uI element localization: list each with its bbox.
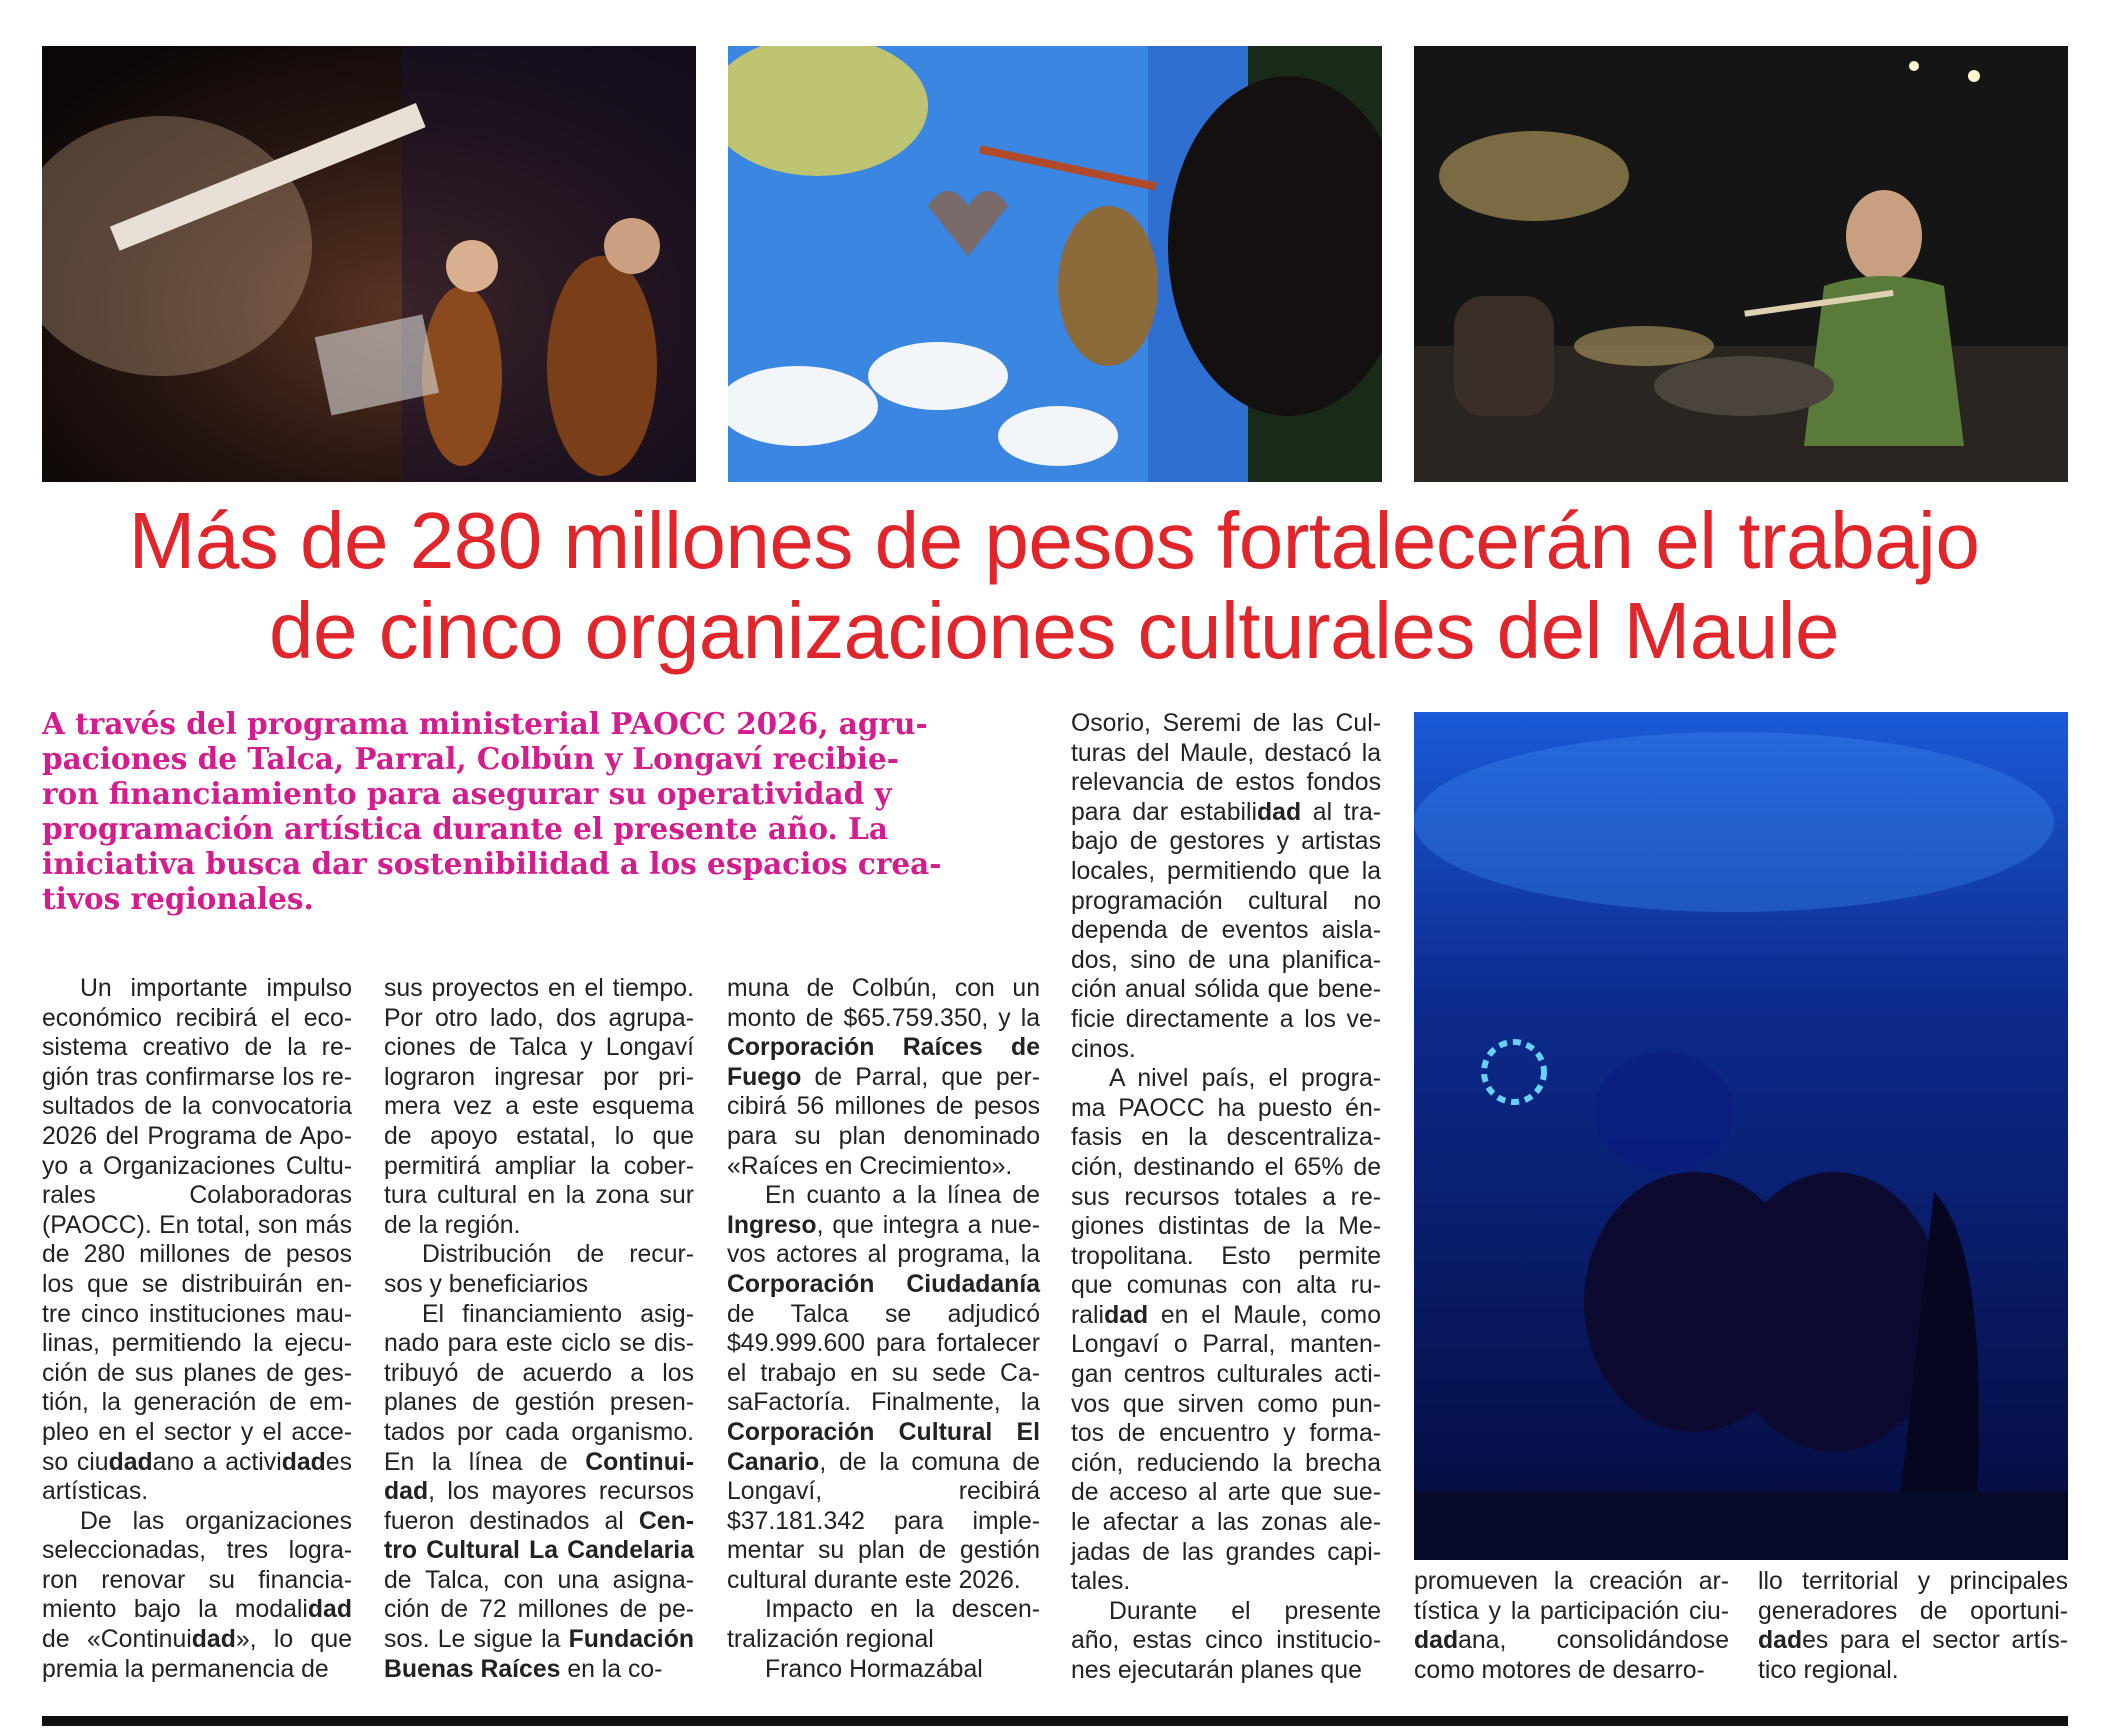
column-line: mera vez a este esquema: [384, 1093, 694, 1121]
column-line: permitirá ampliar la cober-: [384, 1152, 694, 1180]
column-line: ciones de Talca y Longaví: [384, 1034, 694, 1062]
column-line: como motores de desarro-: [1414, 1656, 1705, 1684]
column-line: fasis en la descentraliza-: [1071, 1124, 1381, 1152]
column-line: promueven la creación ar-: [1414, 1568, 1729, 1595]
column-line: ción de sus planes de ges-: [42, 1359, 352, 1387]
column-line: Longaví o Parral, manten-: [1071, 1331, 1381, 1359]
column-line: tística y la participación ciu-: [1414, 1597, 1729, 1625]
column-line: relevancia de estos fondos: [1071, 769, 1381, 797]
bold-term: Corporación Cultural El: [727, 1418, 1040, 1446]
underwater-theatre-photo: [1414, 712, 2068, 1560]
bold-term: dad: [1414, 1627, 1459, 1655]
column-line: para su plan denominado: [727, 1122, 1040, 1150]
column-line: ron renovar su financia-: [42, 1566, 352, 1594]
column-line: sos. Le sigue la Fundación: [384, 1626, 694, 1654]
column-line: tre cinco instituciones mau-: [42, 1300, 352, 1328]
column-line: vos actores al programa, la: [727, 1241, 1040, 1269]
lead-line: programación artística durante el presente año. La: [42, 811, 888, 846]
column-line: ralidad en el Maule, como: [1071, 1301, 1381, 1329]
column-line: [727, 1270, 1040, 1300]
column-line: Por otro lado, dos agrupa-: [384, 1004, 694, 1032]
column-line: jadas de las grandes capi-: [1071, 1538, 1381, 1566]
column-line: ma PAOCC ha puesto én-: [1071, 1094, 1381, 1122]
body-column-5: [1414, 1567, 1729, 1685]
column-line: Canario, de la comuna de: [727, 1448, 1040, 1476]
bold-term: dad: [191, 1626, 236, 1654]
column-line: miento bajo la modalidad: [42, 1596, 352, 1624]
column-line: tura cultural en la zona sur: [384, 1182, 694, 1210]
column-line: tico regional.: [1758, 1656, 1899, 1684]
lead-line: tivos regionales.: [42, 881, 314, 916]
bold-term: Continui-: [585, 1448, 694, 1476]
column-line: fueron destinados al Cen-: [384, 1507, 694, 1535]
bold-term: Corporación Ciudadanía: [727, 1270, 1040, 1298]
column-line: nes ejecutarán planes que: [1071, 1657, 1362, 1684]
column-line: En la línea de Continui-: [384, 1448, 694, 1476]
column-line: tión, la generación de em-: [42, 1389, 352, 1417]
column-line: seleccionadas, tres logra-: [42, 1537, 352, 1565]
bold-term: Fuego: [727, 1063, 802, 1091]
column-line: económico recibirá el eco-: [42, 1004, 352, 1032]
column-line: tralización regional: [727, 1626, 934, 1654]
bottom-rule: [42, 1716, 2068, 1726]
lead-paragraph: [42, 706, 1040, 916]
column-line: Buenas Raíces en la co-: [384, 1655, 663, 1683]
column-line: Ingreso, que integra a nue-: [727, 1211, 1040, 1239]
column-line: le afectar a las zonas ale-: [1071, 1509, 1381, 1537]
column-line: muna de Colbún, con un: [727, 975, 1040, 1002]
bold-term: Corporación Raíces de: [727, 1034, 1040, 1062]
column-line: programación cultural no: [1071, 887, 1381, 915]
column-line: [727, 1033, 1040, 1063]
column-line: dadana, consolidándose: [1414, 1627, 1729, 1655]
column-line: ción de 72 millones de pe-: [384, 1596, 694, 1624]
drummer-concert-photo: [1414, 46, 2068, 482]
column-line: saFactoría. Finalmente, la: [727, 1389, 1040, 1417]
column-line: que comunas con alta ru-: [1071, 1272, 1381, 1300]
headline: [0, 496, 2108, 676]
bold-term: dad: [108, 1448, 153, 1476]
column-line: locales, permitiendo que la: [1071, 857, 1381, 885]
column-line: $49.999.600 para fortalecer: [727, 1330, 1040, 1358]
lead-line: iniciativa busca dar sostenibilidad a los espacios crea-: [42, 846, 942, 881]
headline-line: de cinco organizaciones culturales del Maule: [268, 586, 1840, 675]
column-line: sos y beneficiarios: [384, 1270, 588, 1298]
bold-term: tro Cultural La Candelaria: [384, 1537, 694, 1565]
column-line: Longaví, recibirá: [727, 1478, 1040, 1506]
column-line: de «Continuidad», lo que: [42, 1626, 352, 1654]
bold-term: dad: [281, 1448, 326, 1476]
column-line: vos que sirven como pun-: [1071, 1390, 1381, 1418]
bold-term: Buenas Raíces: [384, 1655, 561, 1683]
column-line: gión tras confirmarse los re-: [42, 1063, 352, 1091]
lead-line: ron financiamiento para asegurar su operatividad y: [42, 776, 892, 811]
column-line: de Talca, con una asigna-: [384, 1566, 694, 1594]
column-line: dad, los mayores recursos: [384, 1478, 694, 1506]
column-line: cibirá 56 millones de pesos: [727, 1093, 1040, 1121]
mural-painting-photo: [728, 46, 1382, 482]
column-line: giones distintas de la Me-: [1071, 1213, 1381, 1241]
body-column-4: [1071, 709, 1381, 1686]
column-line: premia la permanencia de: [42, 1655, 329, 1683]
column-line: En cuanto a la línea de: [765, 1182, 1040, 1210]
column-line: Osorio, Seremi de las Cul-: [1071, 710, 1381, 737]
column-line: sus recursos totales a re-: [1071, 1183, 1381, 1211]
body-column-1: [42, 974, 352, 1684]
column-line: el trabajo en su sede Ca-: [727, 1359, 1040, 1387]
column-line: Impacto en la descen-: [765, 1596, 1040, 1624]
column-line: «Raíces en Crecimiento».: [727, 1152, 1013, 1180]
column-line: artísticas.: [42, 1478, 149, 1506]
column-line: los que se distribuirán en-: [42, 1270, 352, 1298]
column-line: gan centros culturales acti-: [1071, 1361, 1381, 1389]
column-line: dos, sino de una planifica-: [1071, 946, 1381, 974]
column-line: tropolitana. Esto permite: [1071, 1242, 1381, 1270]
column-line: Franco Hormazábal: [765, 1655, 983, 1683]
column-line: cultural durante este 2026.: [727, 1566, 1021, 1594]
column-line: monto de $65.759.350, y la: [727, 1004, 1040, 1032]
column-line: (PAOCC). En total, son más: [42, 1211, 352, 1239]
column-line: 2026 del Programa de Apo-: [42, 1122, 352, 1150]
column-line: generadores de oportuni-: [1758, 1597, 2068, 1625]
column-line: El financiamiento asig-: [422, 1300, 694, 1328]
bold-term: Cen-: [638, 1507, 694, 1535]
column-line: linas, permitiendo la ejecu-: [42, 1330, 352, 1358]
body-column-3: [727, 974, 1040, 1684]
column-line: sistema creativo de la re-: [42, 1034, 352, 1062]
column-line: Durante el presente: [1109, 1597, 1381, 1625]
column-line: Un importante impulso: [80, 975, 352, 1002]
bold-term: dad: [384, 1478, 429, 1506]
column-line: ción, reduciendo la brecha: [1071, 1449, 1381, 1477]
orchestra-strings-photo: [42, 46, 696, 482]
column-line: [384, 1536, 694, 1566]
bold-term: dad: [1257, 798, 1302, 826]
column-line: $37.181.342 para imple-: [727, 1507, 1040, 1535]
column-line: dependa de eventos aisla-: [1071, 917, 1381, 945]
bold-term: dad: [1104, 1301, 1149, 1329]
body-column-6: [1758, 1567, 2068, 1685]
column-line: tos de encuentro y forma-: [1071, 1420, 1381, 1448]
column-line: rales Colaboradoras: [42, 1182, 352, 1210]
column-line: de la región.: [384, 1211, 521, 1239]
column-line: tribuyó de acuerdo a los: [384, 1359, 694, 1387]
body-column-2: [384, 974, 694, 1684]
column-line: para dar estabilidad al tra-: [1071, 798, 1381, 826]
column-line: tados por cada organismo.: [384, 1418, 694, 1446]
column-line: de apoyo estatal, lo que: [384, 1122, 694, 1150]
column-line: turas del Maule, destacó la: [1071, 739, 1381, 767]
bold-term: dad: [307, 1596, 352, 1624]
bold-term: dad: [1758, 1627, 1803, 1655]
column-line: año, estas cinco institucio-: [1071, 1627, 1381, 1655]
column-line: mentar su plan de gestión: [727, 1537, 1040, 1565]
column-line: de acceso al arte que sue-: [1071, 1479, 1381, 1507]
column-line: de Talca se adjudicó: [727, 1300, 1040, 1328]
column-line: dades para el sector artís-: [1758, 1627, 2068, 1655]
column-line: yo a Organizaciones Cultu-: [42, 1152, 352, 1180]
column-line: so ciudadano a actividades: [42, 1448, 352, 1476]
bold-term: Ingreso: [727, 1211, 817, 1239]
column-line: ficie directamente a los ve-: [1071, 1005, 1381, 1033]
headline-line: Más de 280 millones de pesos fortalecerán el trabajo: [128, 496, 1980, 585]
column-line: lograron ingresar por pri-: [384, 1063, 694, 1091]
bold-term: Canario: [727, 1448, 820, 1476]
column-line: planes de gestión presen-: [384, 1389, 694, 1417]
column-line: ción anual sólida que bene-: [1071, 976, 1381, 1004]
bold-term: Fundación: [568, 1626, 694, 1654]
lead-line: paciones de Talca, Parral, Colbún y Longaví recibie-: [42, 741, 899, 776]
column-line: Fuego de Parral, que per-: [727, 1063, 1040, 1091]
column-line: cinos.: [1071, 1035, 1136, 1063]
column-line: llo territorial y principales: [1758, 1568, 2068, 1595]
column-line: sultados de la convocatoria: [42, 1093, 352, 1121]
lead-line: A través del programa ministerial PAOCC 2026, agru-: [42, 706, 928, 741]
column-line: A nivel país, el progra-: [1109, 1065, 1381, 1093]
column-line: sus proyectos en el tiempo.: [384, 975, 694, 1002]
column-line: De las organizaciones: [80, 1507, 352, 1535]
column-line: Distribución de recur-: [422, 1241, 694, 1269]
column-line: pleo en el sector y el acce-: [42, 1418, 352, 1446]
column-line: de 280 millones de pesos: [42, 1241, 352, 1269]
column-line: [727, 1418, 1040, 1448]
column-line: tales.: [1071, 1568, 1131, 1596]
column-line: bajo de gestores y artistas: [1071, 828, 1381, 856]
column-line: nado para este ciclo se dis-: [384, 1330, 694, 1358]
column-line: ción, destinando el 65% de: [1071, 1153, 1381, 1181]
